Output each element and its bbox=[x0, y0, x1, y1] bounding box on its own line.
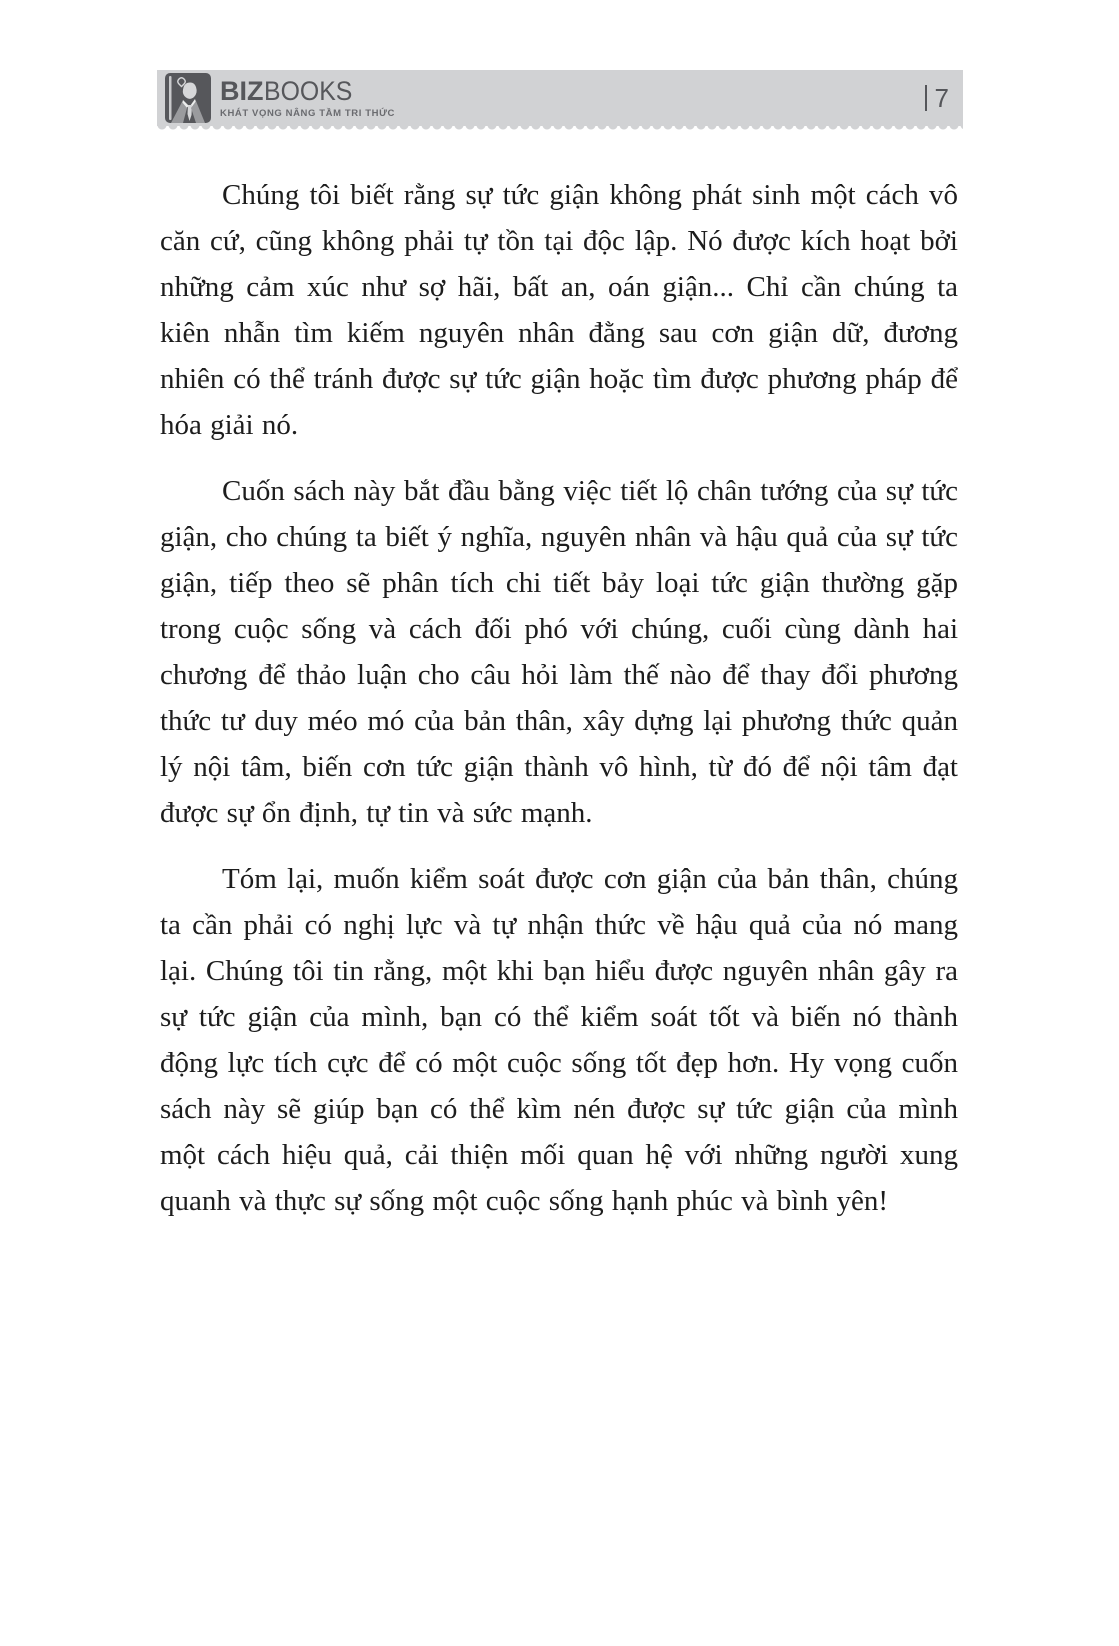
brand-name-primary: BIZ bbox=[220, 75, 264, 106]
body-text bbox=[160, 172, 958, 1244]
paragraph-1: Chúng tôi biết rằng sự tức giận không phát sinh một cách vô căn cứ, cũng không phải tự tồn tại độc lập. Nó được kích hoạt bởi những cảm xúc như sợ hãi, bất an, oán giận... Chỉ cần chúng ta kiên nhẫn tìm kiếm nguyên nhân đằng sau cơn giận dữ, đương nhiên có thể tránh được sự tức giận hoặc tìm được phương pháp để hóa giải nó. bbox=[160, 179, 958, 441]
page-number-value: 7 bbox=[934, 82, 949, 113]
paragraph-3: Tóm lại, muốn kiểm soát được cơn giận của bản thân, chúng ta cần phải có nghị lực và tự nhận thức về hậu quả của nó mang lại. Chúng tôi tin rằng, một khi bạn hiểu được nguyên nhân gây ra sự tức giận của mình, bạn có thể kiểm soát tốt và biến nó thành động lực tích cực để có một cuộc sống tốt đẹp hơn. Hy vọng cuốn sách này sẽ giúp bạn có thể kìm nén được sự tức giận của mình một cách hiệu quả, cải thiện mối quan hệ với những người xung quanh và thực sự sống một cuộc sống hạnh phúc và bình yên! bbox=[160, 863, 958, 1217]
bizbooks-logo bbox=[165, 73, 395, 123]
page-number bbox=[925, 83, 949, 114]
brand-text bbox=[220, 75, 396, 119]
band-perforated-edge bbox=[157, 125, 963, 131]
brand-tagline: KHÁT VỌNG NÂNG TẦM TRI THỨC bbox=[220, 107, 396, 119]
header-band bbox=[157, 70, 963, 126]
paragraph-2: Cuốn sách này bắt đầu bằng việc tiết lộ chân tướng của sự tức giận, cho chúng ta biết ý nghĩa, nguyên nhân và hậu quả của sự tức giận, tiếp theo sẽ phân tích chi tiết bảy loại tức giận thường gặp trong cuộc sống và cách đối phó với chúng, cuối cùng dành hai chương để thảo luận cho câu hỏi làm thế nào để thay đổi phương thức tư duy méo mó của bản thân, xây dựng lại phương thức quản lý nội tâm, biến cơn tức giận thành vô hình, từ đó để nội tâm đạt được sự ổn định, tự tin và sức mạnh. bbox=[160, 475, 958, 829]
page-number-separator bbox=[925, 85, 927, 111]
bizbooks-book-man-icon bbox=[165, 73, 211, 123]
brand-name-secondary: BOOKS bbox=[263, 75, 352, 106]
brand-name bbox=[220, 75, 395, 106]
